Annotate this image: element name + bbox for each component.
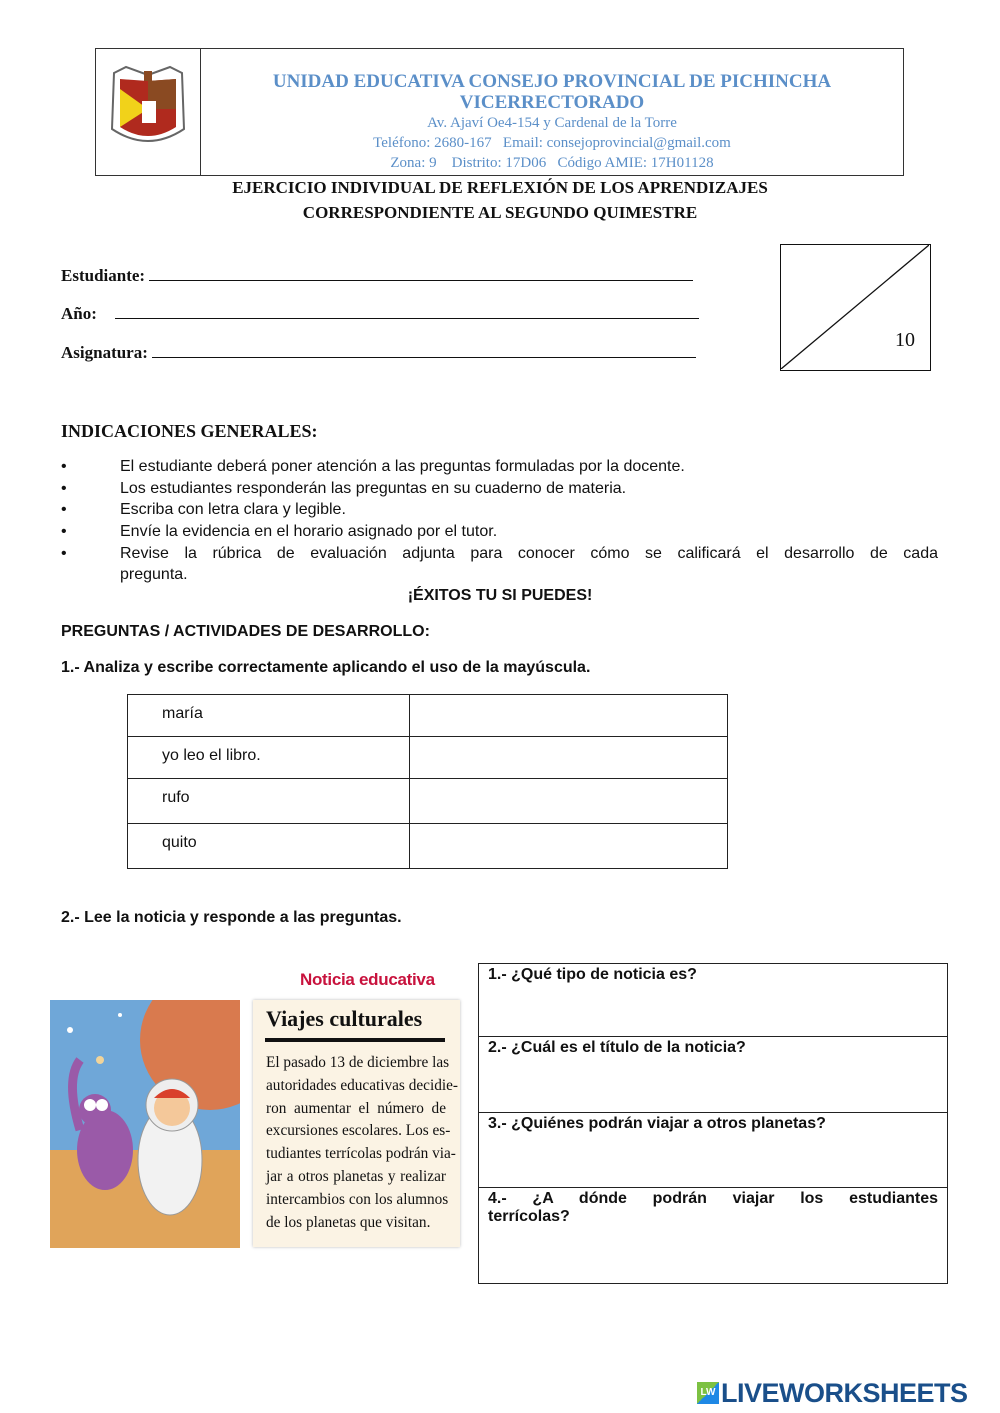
word-cell: rufo (128, 779, 410, 824)
question-text: 3.- ¿Quiénes podrán viajar a otros planetas? (488, 1115, 826, 1132)
table-row (128, 824, 728, 869)
news-line: tudiantes terrícolas podrán via- (266, 1145, 456, 1163)
news-title: Viajes culturales (266, 1006, 423, 1031)
reading-question-3 (479, 1113, 947, 1188)
news-article (253, 1000, 460, 1247)
year-label: Año: (61, 304, 97, 323)
answer-cell (409, 824, 727, 869)
school-codes: Zona: 9 Distrito: 17D06 Código AMIE: 17H01128 (390, 155, 714, 171)
answer-cell (409, 737, 727, 779)
instruction-item: Revise la rúbrica de evaluación adjunta para conocer cómo se calificará el desarrollo de cada (120, 545, 938, 562)
student-field (61, 266, 693, 286)
question-2: 2.- Lee la noticia y responde a las preguntas. (61, 909, 402, 926)
bullet: • (61, 501, 67, 518)
school-name: UNIDAD EDUCATIVA CONSEJO PROVINCIAL DE PICHINCHA (272, 71, 832, 92)
year-input-line[interactable] (115, 304, 699, 319)
reading-questions-box (478, 963, 948, 1284)
worksheet-title-line2: CORRESPONDIENTE AL SEGUNDO QUIMESTRE (302, 203, 698, 222)
news-section-label: Noticia educativa (300, 970, 435, 989)
year-field (61, 304, 699, 324)
school-header (95, 48, 904, 176)
school-address: Av. Ajaví Oe4-154 y Cardenal de la Torre (427, 115, 677, 131)
news-title-rule (265, 1038, 445, 1042)
subject-label: Asignatura: (61, 343, 148, 362)
activities-heading: PREGUNTAS / ACTIVIDADES DE DESARROLLO: (61, 623, 430, 640)
space-cartoon-illustration (50, 1000, 240, 1248)
instruction-item: El estudiante deberá poner atención a las preguntas formuladas por la docente. (120, 458, 685, 475)
instruction-item: Envíe la evidencia en el horario asignado por el tutor. (120, 523, 498, 540)
answer-input[interactable] (488, 1133, 938, 1173)
instruction-item-continued: pregunta. (120, 566, 188, 583)
word-cell: maría (128, 695, 410, 737)
subject-input-line[interactable] (152, 343, 696, 358)
instruction-item: Los estudiantes responderán las preguntas en su cuaderno de materia. (120, 480, 627, 497)
liveworksheets-brand: LIVEWORKSHEETS (721, 1377, 968, 1408)
question-1: 1.- Analiza y escribe correctamente aplicando el uso de la mayúscula. (61, 659, 591, 676)
grade-max: 10 (895, 329, 915, 351)
bullet: • (61, 480, 67, 497)
instruction-item: Escriba con letra clara y legible. (120, 501, 346, 518)
worksheet-title-line1: EJERCICIO INDIVIDUAL DE REFLEXIÓN DE LOS APRENDIZAJES (232, 178, 768, 197)
news-line: ron aumentar el número de (266, 1099, 446, 1117)
department-name: VICERRECTORADO (459, 92, 645, 113)
liveworksheets-icon: LW (697, 1382, 719, 1404)
reading-question-1 (479, 964, 947, 1037)
word-cell: yo leo el libro. (128, 737, 410, 779)
student-input-line[interactable] (149, 266, 693, 281)
news-line: jar a otros planetas y realizar (266, 1167, 446, 1185)
news-body (266, 1052, 458, 1234)
question-text: 2.- ¿Cuál es el título de la noticia? (488, 1039, 746, 1056)
school-logo-cell (96, 49, 201, 175)
answer-input[interactable] (488, 984, 938, 1024)
student-label: Estudiante: (61, 266, 146, 285)
answer-input[interactable] (410, 737, 727, 778)
answer-cell (409, 779, 727, 824)
capitalization-table (127, 694, 728, 869)
word-cell: quito (128, 824, 410, 869)
answer-input[interactable] (410, 779, 727, 823)
bullet: • (61, 458, 67, 475)
motto: ¡ÉXITOS TU SI PUEDES! (407, 587, 593, 604)
question-text: 1.- ¿Qué tipo de noticia es? (488, 966, 697, 983)
reading-question-4 (479, 1188, 947, 1284)
answer-input[interactable] (410, 824, 727, 868)
grade-box (780, 244, 931, 371)
instructions-heading: INDICACIONES GENERALES: (61, 421, 318, 441)
table-row (128, 779, 728, 824)
news-line: excursiones escolares. Los es- (266, 1122, 451, 1140)
news-line: de los planetas que visitan. (266, 1213, 431, 1231)
subject-field (61, 343, 696, 363)
answer-cell (409, 695, 727, 737)
bullet: • (61, 545, 67, 562)
news-line: autoridades educativas decidie- (266, 1076, 458, 1094)
answer-input[interactable] (410, 695, 727, 736)
answer-input[interactable] (488, 1226, 938, 1266)
instructions-list (61, 458, 941, 588)
liveworksheets-logo (697, 1378, 968, 1408)
news-line: El pasado 13 de diciembre las (266, 1054, 450, 1071)
school-contact: Teléfono: 2680-167 Email: consejoprovincial@gmail.com (373, 135, 731, 151)
table-row (128, 737, 728, 779)
school-crest-icon (96, 49, 200, 175)
answer-input[interactable] (488, 1057, 938, 1097)
bullet: • (61, 523, 67, 540)
table-row (128, 695, 728, 737)
reading-question-2 (479, 1037, 947, 1113)
question-text: 4.- ¿A dónde podrán viajar los estudiantes terrícolas? (488, 1190, 938, 1225)
news-line: intercambios con los alumnos (266, 1190, 449, 1208)
